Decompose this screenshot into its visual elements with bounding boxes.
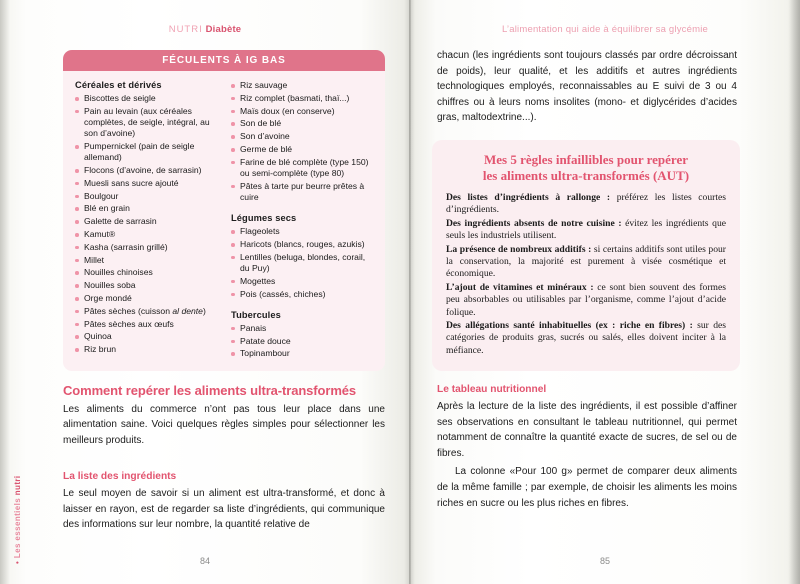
folio-left: 84 xyxy=(199,556,210,566)
rule-lead: Des allégations santé inhabituelles (ex : riche en fibres) : xyxy=(446,320,693,332)
list-cereales-cont xyxy=(231,80,373,203)
right-section-block xyxy=(437,383,737,511)
left-subsection-heading: La liste des ingrédients xyxy=(63,471,177,482)
rules-panel-title xyxy=(446,152,726,184)
group-title-tubercules: Tubercules xyxy=(231,309,281,320)
group-title-cereales: Céréales et dérivés xyxy=(75,80,162,90)
list-item: Topinambour xyxy=(231,348,373,359)
rule-item: La présence de nombreux additifs : si certains additifs sont utiles pour la conservation, la majorité est purement à visée cosmétique et économique. xyxy=(446,243,727,280)
list-item: Lentilles (beluga, blondes, corail, du Puy) xyxy=(231,252,373,274)
right-top-paragraph: chacun (les ingrédients sont toujours classés par ordre décroissant de poids), leur qualité, et les additifs et autres ingrédients technologiques employés, reconnaissables au E suivi de 3 ou 4 chiffres ou à leurs noms insolites (mono- et diglycérides d’acides gras, maltodextrine...). xyxy=(437,50,737,124)
rule-item: Des allégations santé inhabituelles (ex : riche en fibres) : sur des catégories de produits gras, sucrés ou salés, elles doivent inciter à la méfiance. xyxy=(446,320,726,356)
list-item: Nouilles soba xyxy=(75,280,217,291)
list-item: Quinoa xyxy=(75,331,217,342)
list-item: Pâtes sèches (cuisson al dente) xyxy=(75,306,217,317)
list-item: Germe de blé xyxy=(231,144,373,155)
list-item: Boulgour xyxy=(75,191,217,202)
rule-item: Des ingrédients absents de notre cuisine : évitez les ingrédients que seuls les industriels utilisent. xyxy=(446,217,726,242)
list-item: Panais xyxy=(231,323,373,334)
list-item: Muesli sans sucre ajouté xyxy=(75,178,217,189)
thumb-tab-text xyxy=(13,475,22,564)
list-item: Haricots (blancs, rouges, azukis) xyxy=(231,239,373,250)
left-section-block xyxy=(63,383,385,448)
feculents-panel-header: FÉCULENTS À IG BAS xyxy=(63,50,385,71)
list-item: Son de blé xyxy=(231,118,373,129)
rule-lead: Des listes d’ingrédients à rallonge : xyxy=(446,192,611,203)
list-item: Riz complet (basmati, thaï...) xyxy=(231,93,373,104)
list-item: Flageolets xyxy=(231,226,373,237)
feculents-panel-columns xyxy=(63,71,385,361)
rules-panel xyxy=(432,140,740,371)
list-item: Pâtes sèches aux œufs xyxy=(75,319,217,330)
group-title-legumes-secs: Légumes secs xyxy=(231,213,297,224)
list-item: Flocons (d’avoine, de sarrasin) xyxy=(75,165,217,176)
thumb-tab-line2: nutri xyxy=(13,475,22,496)
list-item: Orge mondé xyxy=(75,293,217,304)
left-edge-shadow xyxy=(0,0,10,584)
list-item: Pois (cassés, chiches) xyxy=(231,289,373,300)
feculents-column-2 xyxy=(231,80,373,361)
list-item: Blé en grain xyxy=(75,203,217,214)
right-edge-shadow xyxy=(788,0,800,584)
feculents-column-1 xyxy=(75,80,217,361)
rule-item: L’ajout de vitamines et minéraux : ce sont bien souvent des formes peu absorbables ou utilisables par l’organisme, comme l’ajout d’acide folique. xyxy=(446,281,726,318)
list-item: Kasha (sarrasin grillé) xyxy=(75,242,217,253)
right-paragraph-2: La colonne «Pour 100 g» permet de comparer deux aliments de la même famille ; par exemple, de choisir les aliments les moins riches en sucre ou les plus riches en fibres. xyxy=(437,466,737,509)
rule-item: Des listes d’ingrédients à rallonge : préférez les listes courtes d’ingrédients. xyxy=(446,192,726,216)
book-gutter xyxy=(409,0,411,584)
list-item: Riz brun xyxy=(75,344,217,355)
running-head-brand: NUTRI xyxy=(168,24,203,35)
running-head-title: Diabète xyxy=(205,24,242,35)
rules-list xyxy=(446,192,726,357)
list-item: Pumpernickel (pain de seigle allemand) xyxy=(75,141,217,163)
running-head-right: L’alimentation qui aide à équilibrer sa glycémie xyxy=(501,24,709,35)
list-item: Riz sauvage xyxy=(231,80,373,91)
rules-panel-title-line2: les aliments ultra-transformés (AUT) xyxy=(482,168,690,183)
feculents-panel xyxy=(63,50,385,371)
left-section-heading: Comment repérer les aliments ultra-transformés xyxy=(63,383,357,398)
list-item: Son d’avoine xyxy=(231,131,373,142)
rule-lead: Des ingrédients absents de notre cuisine : xyxy=(446,217,622,229)
left-subsection-paragraph: Le seul moyen de savoir si un aliment est ultra-transformé, et donc à laisser en rayon, est de regarder sa liste d’ingrédients, qui communique des informations sur leur nombre, la quantité relative de xyxy=(63,488,385,531)
rule-lead: La présence de nombreux additifs : xyxy=(446,243,592,255)
thumb-tab xyxy=(13,434,36,564)
list-item: Kamut® xyxy=(75,229,217,240)
rule-lead: L’ajout de vitamines et minéraux : xyxy=(446,281,594,293)
list-item: Biscottes de seigle xyxy=(75,93,217,104)
list-item: Galette de sarrasin xyxy=(75,216,217,227)
list-item: Patate douce xyxy=(231,336,373,347)
list-tubercules xyxy=(231,323,373,360)
list-item: Farine de blé complète (type 150) ou semi-complète (type 80) xyxy=(231,157,373,179)
list-legumes-secs xyxy=(231,226,373,300)
list-cereales xyxy=(75,93,217,355)
left-section-paragraph: Les aliments du commerce n’ont pas tous leur place dans une alimentation saine. Voici quelques règles simples pour sélectionner les meilleurs produits. xyxy=(63,403,385,446)
left-subsection-block xyxy=(63,470,385,533)
right-section-heading: Le tableau nutritionnel xyxy=(437,384,547,395)
folio-right: 85 xyxy=(599,556,610,566)
right-top-block xyxy=(437,45,737,126)
thumb-tab-line1: Les essentiels xyxy=(13,497,22,559)
right-paragraph-1: Après la lecture de la liste des ingrédients, il est possible d’affiner ses observations en consultant le tableau nutritionnel, qui permet notamment de connaître la quantité exacte de sucres, de sel ou de fibres. xyxy=(437,401,737,459)
list-item: Maïs doux (en conserve) xyxy=(231,106,373,117)
list-item: Pâtes à tarte pur beurre prêtes à cuire xyxy=(231,181,373,203)
list-item: Mogettes xyxy=(231,276,373,287)
list-item: Nouilles chinoises xyxy=(75,267,217,278)
list-item: Pain au levain (aux céréales complètes, de seigle, intégral, au son d’avoine) xyxy=(75,106,217,140)
thumb-tab-dot: • xyxy=(13,560,22,564)
running-head-left xyxy=(0,24,410,35)
rules-panel-title-line1: Mes 5 règles infaillibles pour repérer xyxy=(484,152,688,167)
list-item: Millet xyxy=(75,255,217,266)
